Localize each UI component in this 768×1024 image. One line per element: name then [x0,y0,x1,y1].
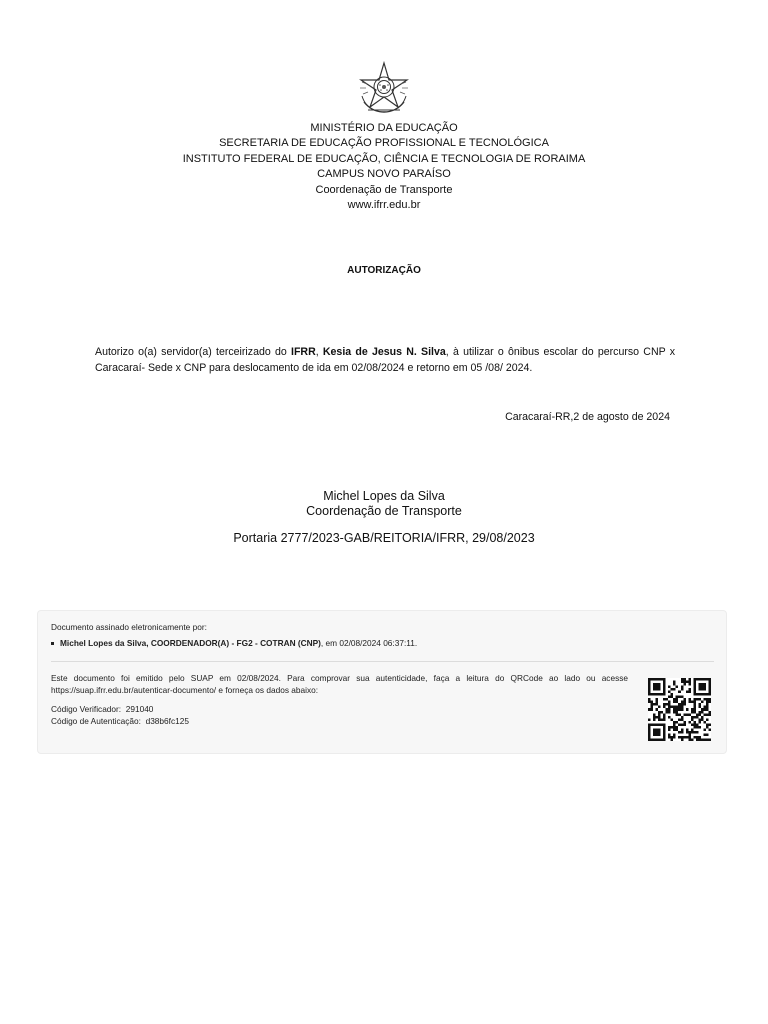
document-title: AUTORIZAÇÃO [347,265,421,276]
signed-by-label: Documento assinado eletronicamente por: [51,622,207,632]
header-line-campus: CAMPUS NOVO PARAÍSO [317,168,451,181]
signer-entry [51,638,417,648]
body-prefix: Autorizo o(a) servidor(a) terceirizado do [95,346,291,358]
header-line-ministry: MINISTÉRIO DA EDUCAÇÃO [310,122,458,134]
signer-entry-date: , em 02/08/2024 06:37:11. [320,638,418,648]
signature-block [0,489,768,519]
signer-role: Coordenação de Transporte [306,504,462,518]
bullet-icon [51,642,54,645]
auth-code-value: d38b6fc125 [145,715,189,726]
body-org: IFRR [291,346,316,358]
header-line-secretariat: SECRETARIA DE EDUCAÇÃO PROFISSIONAL E TECNOLÓGICA [219,137,549,150]
authorization-body [95,344,675,376]
authenticity-note: Este documento foi emitido pelo SUAP em 02/08/2024. Para comprovar sua autenticidade, faça a leitura do QRCode ao lado ou acesse https://suap.ifrr.edu.br/autenticar-documento/ e forneça os dados abaixo: [51,673,628,695]
verifier-code-label: Código Verificador: [51,704,122,714]
verifier-code-value: 291040 [125,704,154,714]
auth-code-row [51,716,189,728]
header-line-department: Coordenação de Transporte [315,183,453,196]
portaria-reference: Portaria 2777/2023-GAB/REITORIA/IFRR, 29/08/2023 [233,531,535,545]
place-date: Caracaraí-RR,2 de agosto de 2024 [505,411,670,423]
electronic-signature-box [37,610,727,754]
institution-header [0,121,768,213]
verification-codes [51,704,189,727]
verifier-code-row [51,704,189,716]
header-line-website: www.ifrr.edu.br [347,199,421,212]
body-rest: , à utilizar o ônibus escolar do percurso CNP x Caracaraí- Sede x CNP para deslocamento de ida em 02/08/2024 e retorno em 05 /08/ 2024. [95,346,675,374]
header-line-institute: INSTITUTO FEDERAL DE EDUCAÇÃO, CIÊNCIA E TECNOLOGIA DE RORAIMA [182,152,586,165]
auth-code-label: Código de Autenticação: [51,715,141,726]
body-separator: , [315,346,323,358]
signer-entry-name: Michel Lopes da Silva, COORDENADOR(A) - FG2 - COTRAN (CNP) [60,638,321,648]
qr-code-icon [648,678,711,741]
brazil-coat-of-arms-icon [356,60,412,116]
divider [51,661,714,662]
signer-name: Michel Lopes da Silva [323,489,445,503]
body-person: Kesia de Jesus N. Silva [322,346,446,358]
